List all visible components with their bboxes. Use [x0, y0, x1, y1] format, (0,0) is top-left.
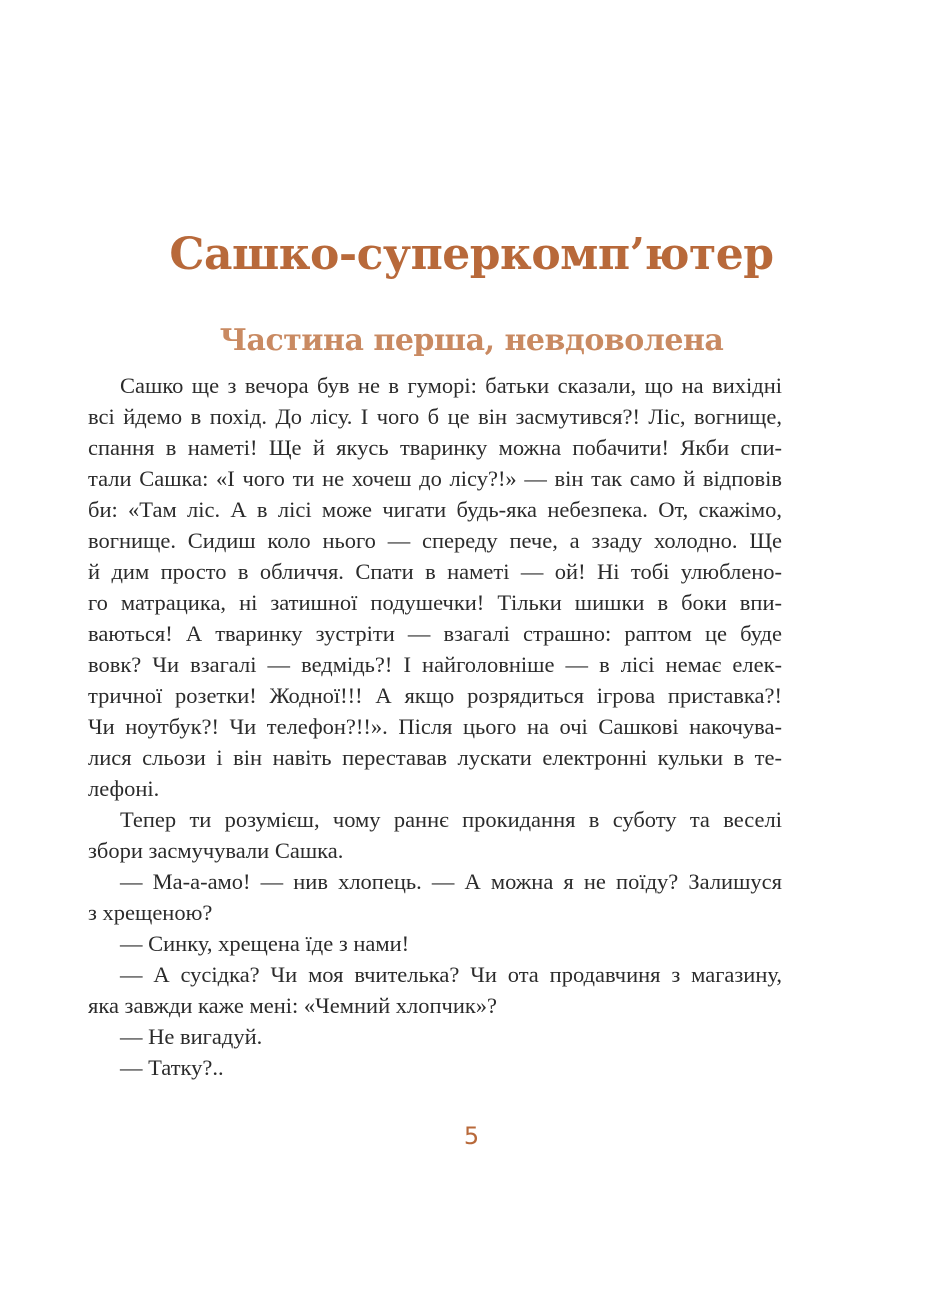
dialogue-line: — Не вигадуй.: [120, 1024, 263, 1049]
chapter-title: Сашко-суперкомп’ютер: [169, 229, 774, 281]
text-line: ваються! А тваринку зустріти — взагалі страшно: раптом це буде: [88, 621, 782, 646]
dialogue-line: з хрещеною?: [88, 900, 213, 925]
text-line: тали Сашка: «І чого ти не хочеш до лісу?!» — він так само й відповів: [88, 466, 782, 491]
dialogue-line: — А сусідка? Чи моя вчителька? Чи ота продавчиня з магазину,: [120, 962, 782, 987]
page-number: 5: [463, 1122, 480, 1150]
text-line: Сашко ще з вечора був не в гуморі: батьки сказали, що на вихідні: [120, 373, 782, 398]
dialogue-line: яка завжди каже мені: «Чемний хлопчик»?: [88, 993, 498, 1018]
text-line: лефоні.: [88, 776, 160, 801]
text-line: всі йдемо в похід. До лісу. І чого б це він засмутився?! Ліс, вогнище,: [88, 404, 782, 429]
dialogue-line: — Ма-а-амо! — нив хлопець. — А можна я не поїду? Залишуся: [120, 869, 782, 894]
dialogue-line: — Синку, хрещена їде з нами!: [120, 931, 410, 956]
text-line: лися сльози і він навіть переставав лускати електронні кульки в те-: [88, 745, 782, 770]
text-line: й дим просто в обличчя. Спати в наметі — ой! Ні тобі улюблено-: [88, 559, 782, 584]
body-text: [88, 370, 782, 1083]
dialogue-line: — Татку?..: [120, 1055, 224, 1080]
text-line: го матрацика, ні затишної подушечки! Тільки шишки в боки впи-: [88, 590, 782, 615]
text-line: збори засмучували Сашка.: [88, 838, 344, 863]
text-line: вовк? Чи взагалі — ведмідь?! І найголовніше — в лісі немає елек-: [88, 652, 782, 677]
text-line: спання в наметі! Ще й якусь тваринку можна побачити! Якби спи-: [88, 435, 782, 460]
text-line: Тепер ти розумієш, чому раннє прокидання в суботу та веселі: [120, 807, 782, 832]
text-line: Чи ноутбук?! Чи телефон?!!». Після цього на очі Сашкові накочува-: [88, 714, 782, 739]
chapter-subtitle: Частина перша, невдоволена: [219, 322, 724, 358]
text-line: би: «Там ліс. А в лісі може чигати будь-яка небезпека. От, скажімо,: [88, 497, 782, 522]
text-line: тричної розетки! Жодної!!! А якщо розрядиться ігрова приставка?!: [88, 683, 782, 708]
text-line: вогнище. Сидиш коло нього — спереду пече, а ззаду холодно. Ще: [88, 528, 782, 553]
